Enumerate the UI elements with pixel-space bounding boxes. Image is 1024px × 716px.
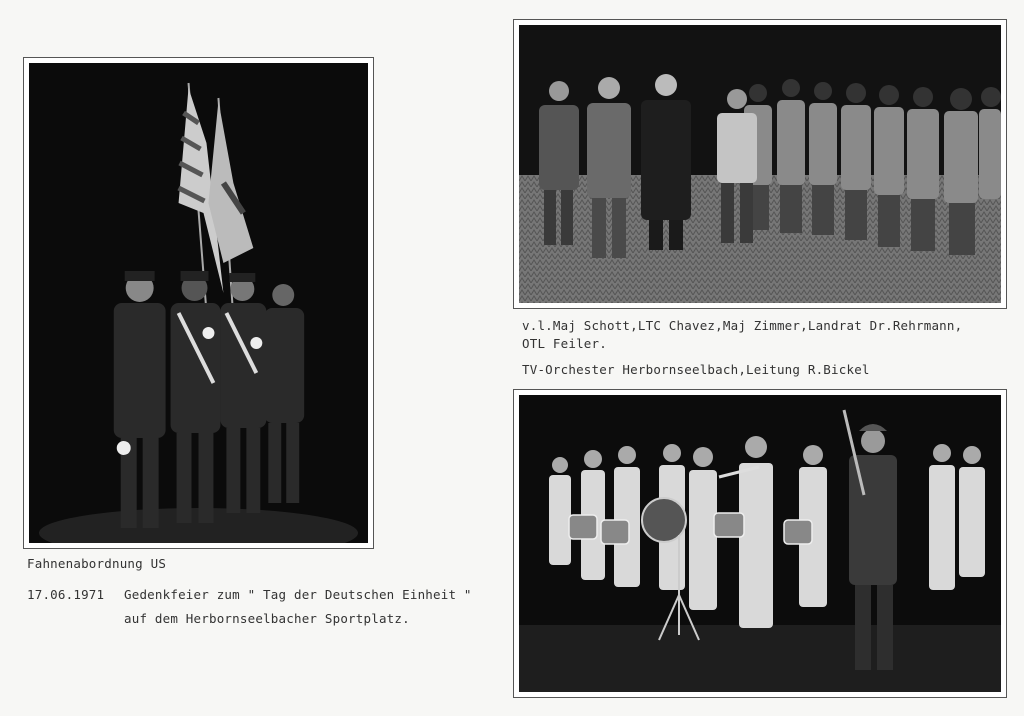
photo-inspection [513, 19, 1007, 309]
event-date: 17.06.1971 [27, 587, 105, 602]
inspection-image [519, 25, 1001, 303]
event-title: Gedenkfeier zum " Tag der Deutschen Einheit " [124, 587, 472, 602]
color-guard-label: Fahnenabordnung US [27, 556, 167, 571]
orchestra-image [519, 395, 1001, 692]
event-location: auf dem Herbornseelbacher Sportplatz. [124, 611, 410, 626]
orchestra-caption: TV-Orchester Herbornseelbach,Leitung R.Bickel [522, 362, 870, 377]
inspection-caption-line2: OTL Feiler. [522, 336, 607, 351]
photo-color-guard [23, 57, 374, 549]
photo-orchestra [513, 389, 1007, 698]
inspection-caption-line1: v.l.Maj Schott,LTC Chavez,Maj Zimmer,Landrat Dr.Rehrmann, [522, 318, 963, 333]
color-guard-image [29, 63, 368, 543]
